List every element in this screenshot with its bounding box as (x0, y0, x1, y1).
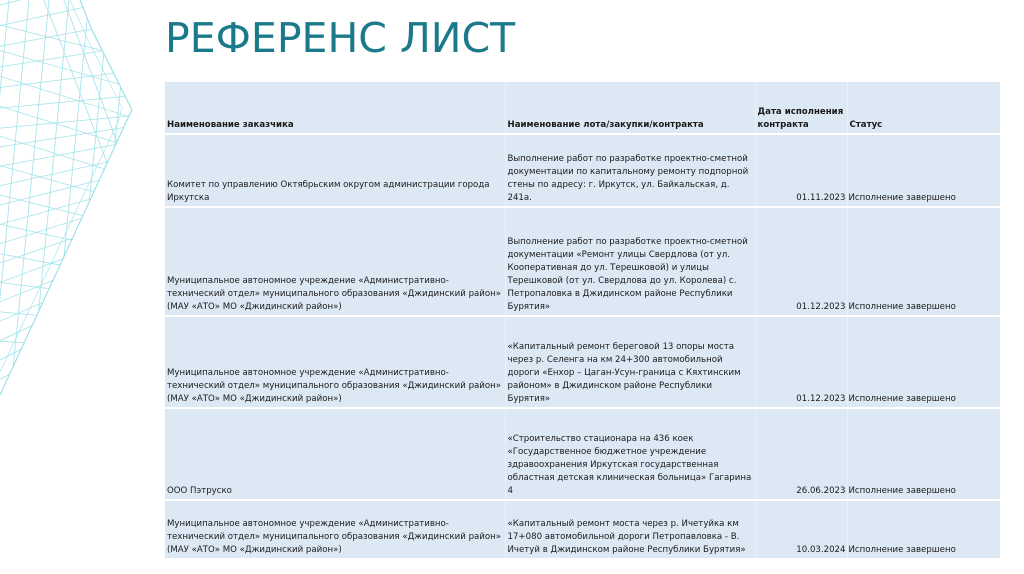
table-row (165, 408, 1000, 500)
customer-cell: ООО Пэтруско (165, 408, 505, 500)
lot-cell: Выполнение работ по разработке проектно-сметной документации по капитальному ремонту подпорной стены по адресу: г. Иркутск, ул. Байкальская, д. 241а. (505, 134, 755, 207)
lot-cell: «Строительство стационара на 436 коек «Государственное бюджетное учреждение здравоохранения Иркутская государственная областная детская клиническая больница» Гагарина 4 (505, 408, 755, 500)
date-cell: 01.12.2023 (755, 207, 847, 316)
date-cell: 01.11.2023 (755, 134, 847, 207)
status-cell: Исполнение завершено (847, 408, 1000, 500)
customer-cell: Муниципальное автономное учреждение «Административно-технический отдел» муниципального образования «Джидинский район» (МАУ «АТО» МО «Джидинский район») (165, 207, 505, 316)
lot-cell: «Капитальный ремонт береговой 13 опоры моста через р. Селенга на км 24+300 автомобильной дороги «Енхор – Цаган-Усун-граница с Кяхтинским районом» в Джидинском районе Республики Бурятия» (505, 316, 755, 408)
date-cell: 10.03.2024 (755, 500, 847, 559)
customer-cell: Комитет по управлению Октябрьским округом администрации города Иркутска (165, 134, 505, 207)
table-row (165, 207, 1000, 316)
wireframe-decoration (0, 0, 160, 574)
table-row (165, 500, 1000, 559)
header-date: Дата исполнения контракта (755, 82, 847, 134)
header-lot: Наименование лота/закупки/контракта (505, 82, 755, 134)
status-cell: Исполнение завершено (847, 207, 1000, 316)
reference-table (165, 82, 1000, 560)
table-row (165, 134, 1000, 207)
header-status: Статус (847, 82, 1000, 134)
date-cell: 01.12.2023 (755, 316, 847, 408)
table-row (165, 316, 1000, 408)
table-header-row (165, 82, 1000, 134)
lot-cell: «Капитальный ремонт моста через р. Ичетуйка км 17+080 автомобильной дороги Петропавловка - В. Ичетуй в Джидинском районе Республики Бурятия» (505, 500, 755, 559)
lot-cell: Выполнение работ по разработке проектно-сметной документации «Ремонт улицы Свердлова (от ул. Кооперативная до ул. Терешковой) и улицы Терешковой (от ул. Свердлова до ул. Королева) с. Петропаловка в Джидинском районе Республики Бурятия» (505, 207, 755, 316)
page-title: РЕФЕРЕНС ЛИСТ (165, 14, 516, 62)
status-cell: Исполнение завершено (847, 500, 1000, 559)
status-cell: Исполнение завершено (847, 316, 1000, 408)
customer-cell: Муниципальное автономное учреждение «Административно-технический отдел» муниципального образования «Джидинский район» (МАУ «АТО» МО «Джидинский район») (165, 500, 505, 559)
customer-cell: Муниципальное автономное учреждение «Административно-технический отдел» муниципального образования «Джидинский район» (МАУ «АТО» МО «Джидинский район») (165, 316, 505, 408)
status-cell: Исполнение завершено (847, 134, 1000, 207)
date-cell: 26.06.2023 (755, 408, 847, 500)
header-customer: Наименование заказчика (165, 82, 505, 134)
